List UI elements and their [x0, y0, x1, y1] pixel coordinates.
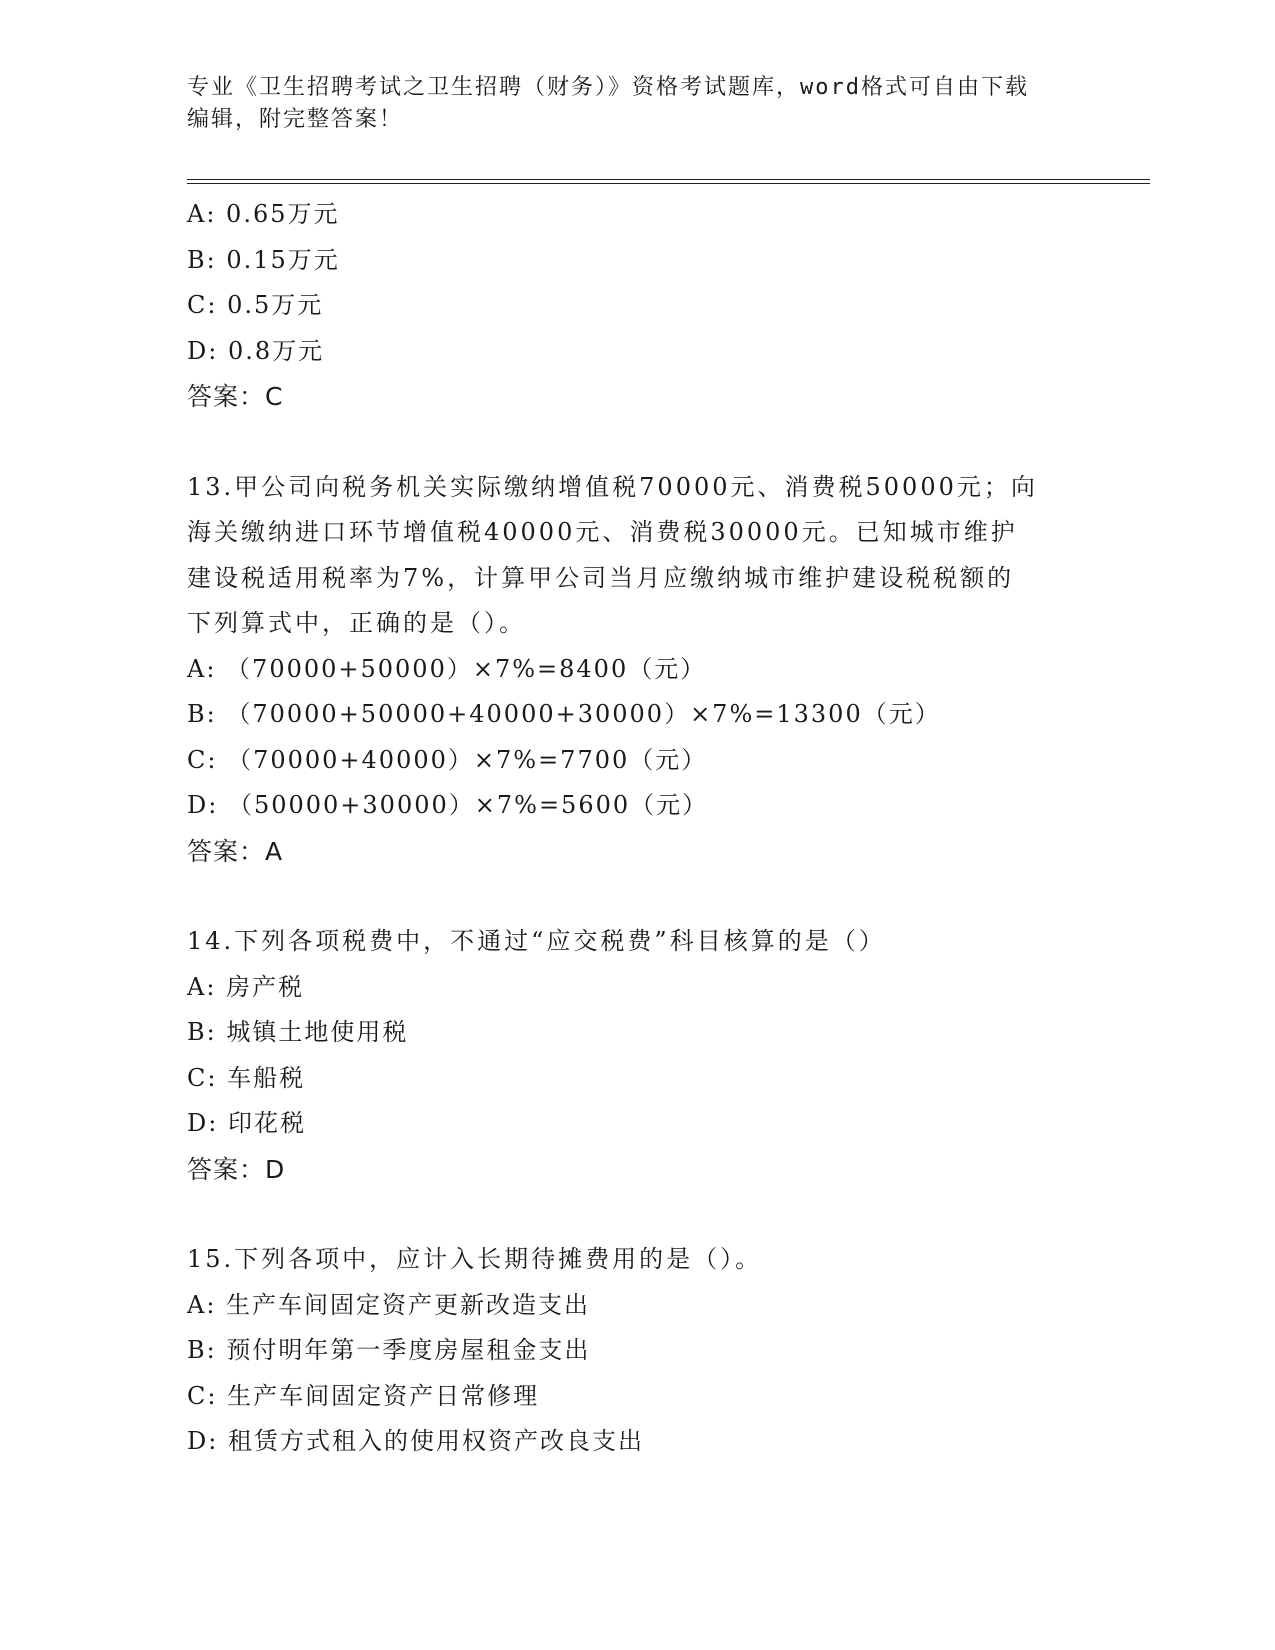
- option-a: A: （70000+50000）×7%=8400（元）: [187, 654, 707, 683]
- option-c: C: 车船税: [187, 1063, 306, 1092]
- option-a: A: 0.65万元: [187, 200, 340, 228]
- option-c: C: 0.5万元: [187, 291, 324, 319]
- option-d: D: （50000+30000）×7%=5600（元）: [187, 791, 709, 819]
- option-b: B: （70000+50000+40000+30000）×7%=13300（元）: [187, 700, 941, 728]
- header-line-1: 专业《卫生招聘考试之卫生招聘（财务）》资格考试题库，word格式可自由下载: [187, 75, 1029, 100]
- option-b: B: 预付明年第一季度房屋租金支出: [187, 1336, 591, 1364]
- question-stem-line: 建设税适用税率为7%，计算甲公司当月应缴纳城市维护建设税税额的: [187, 563, 1015, 592]
- option-d: D: 印花税: [187, 1109, 306, 1137]
- header-divider-bottom: [187, 183, 1150, 184]
- option-d: D: 0.8万元: [187, 336, 325, 365]
- answer-line: 答案：D: [187, 1154, 286, 1184]
- option-a: A: 生产车间固定资产更新改造支出: [187, 1290, 591, 1319]
- option-b: B: 0.15万元: [187, 245, 340, 274]
- question-stem-line: 15.下列各项中，应计入长期待摊费用的是（）。: [187, 1245, 763, 1273]
- question-12-continuation: [187, 192, 1087, 420]
- option-a: A: 房产税: [187, 972, 305, 1001]
- option-b: B: 城镇土地使用税: [187, 1018, 409, 1046]
- header-line-2: 编辑，附完整答案！: [187, 107, 404, 132]
- question-stem-line: 下列算式中，正确的是（）。: [187, 609, 526, 637]
- answer-line: 答案：A: [187, 836, 284, 866]
- option-c: C: （70000+40000）×7%=7700（元）: [187, 745, 708, 774]
- document-body: [187, 192, 1087, 1465]
- header-divider-top: [187, 179, 1150, 180]
- question-stem-line: 14.下列各项税费中，不通过“应交税费”科目核算的是（）: [187, 927, 886, 955]
- question-14: [187, 919, 1087, 1192]
- document-header: [187, 72, 1087, 136]
- answer-line: 答案：C: [187, 382, 284, 411]
- question-15: [187, 1237, 1087, 1465]
- question-13: [187, 465, 1087, 875]
- option-c: C: 生产车间固定资产日常修理: [187, 1381, 540, 1410]
- option-d: D: 租赁方式租入的使用权资产改良支出: [187, 1427, 644, 1455]
- question-stem-line: 13.甲公司向税务机关实际缴纳增值税70000元、消费税50000元；向: [187, 472, 1038, 501]
- question-stem-line: 海关缴纳进口环节增值税40000元、消费税30000元。已知城市维护: [187, 518, 1018, 546]
